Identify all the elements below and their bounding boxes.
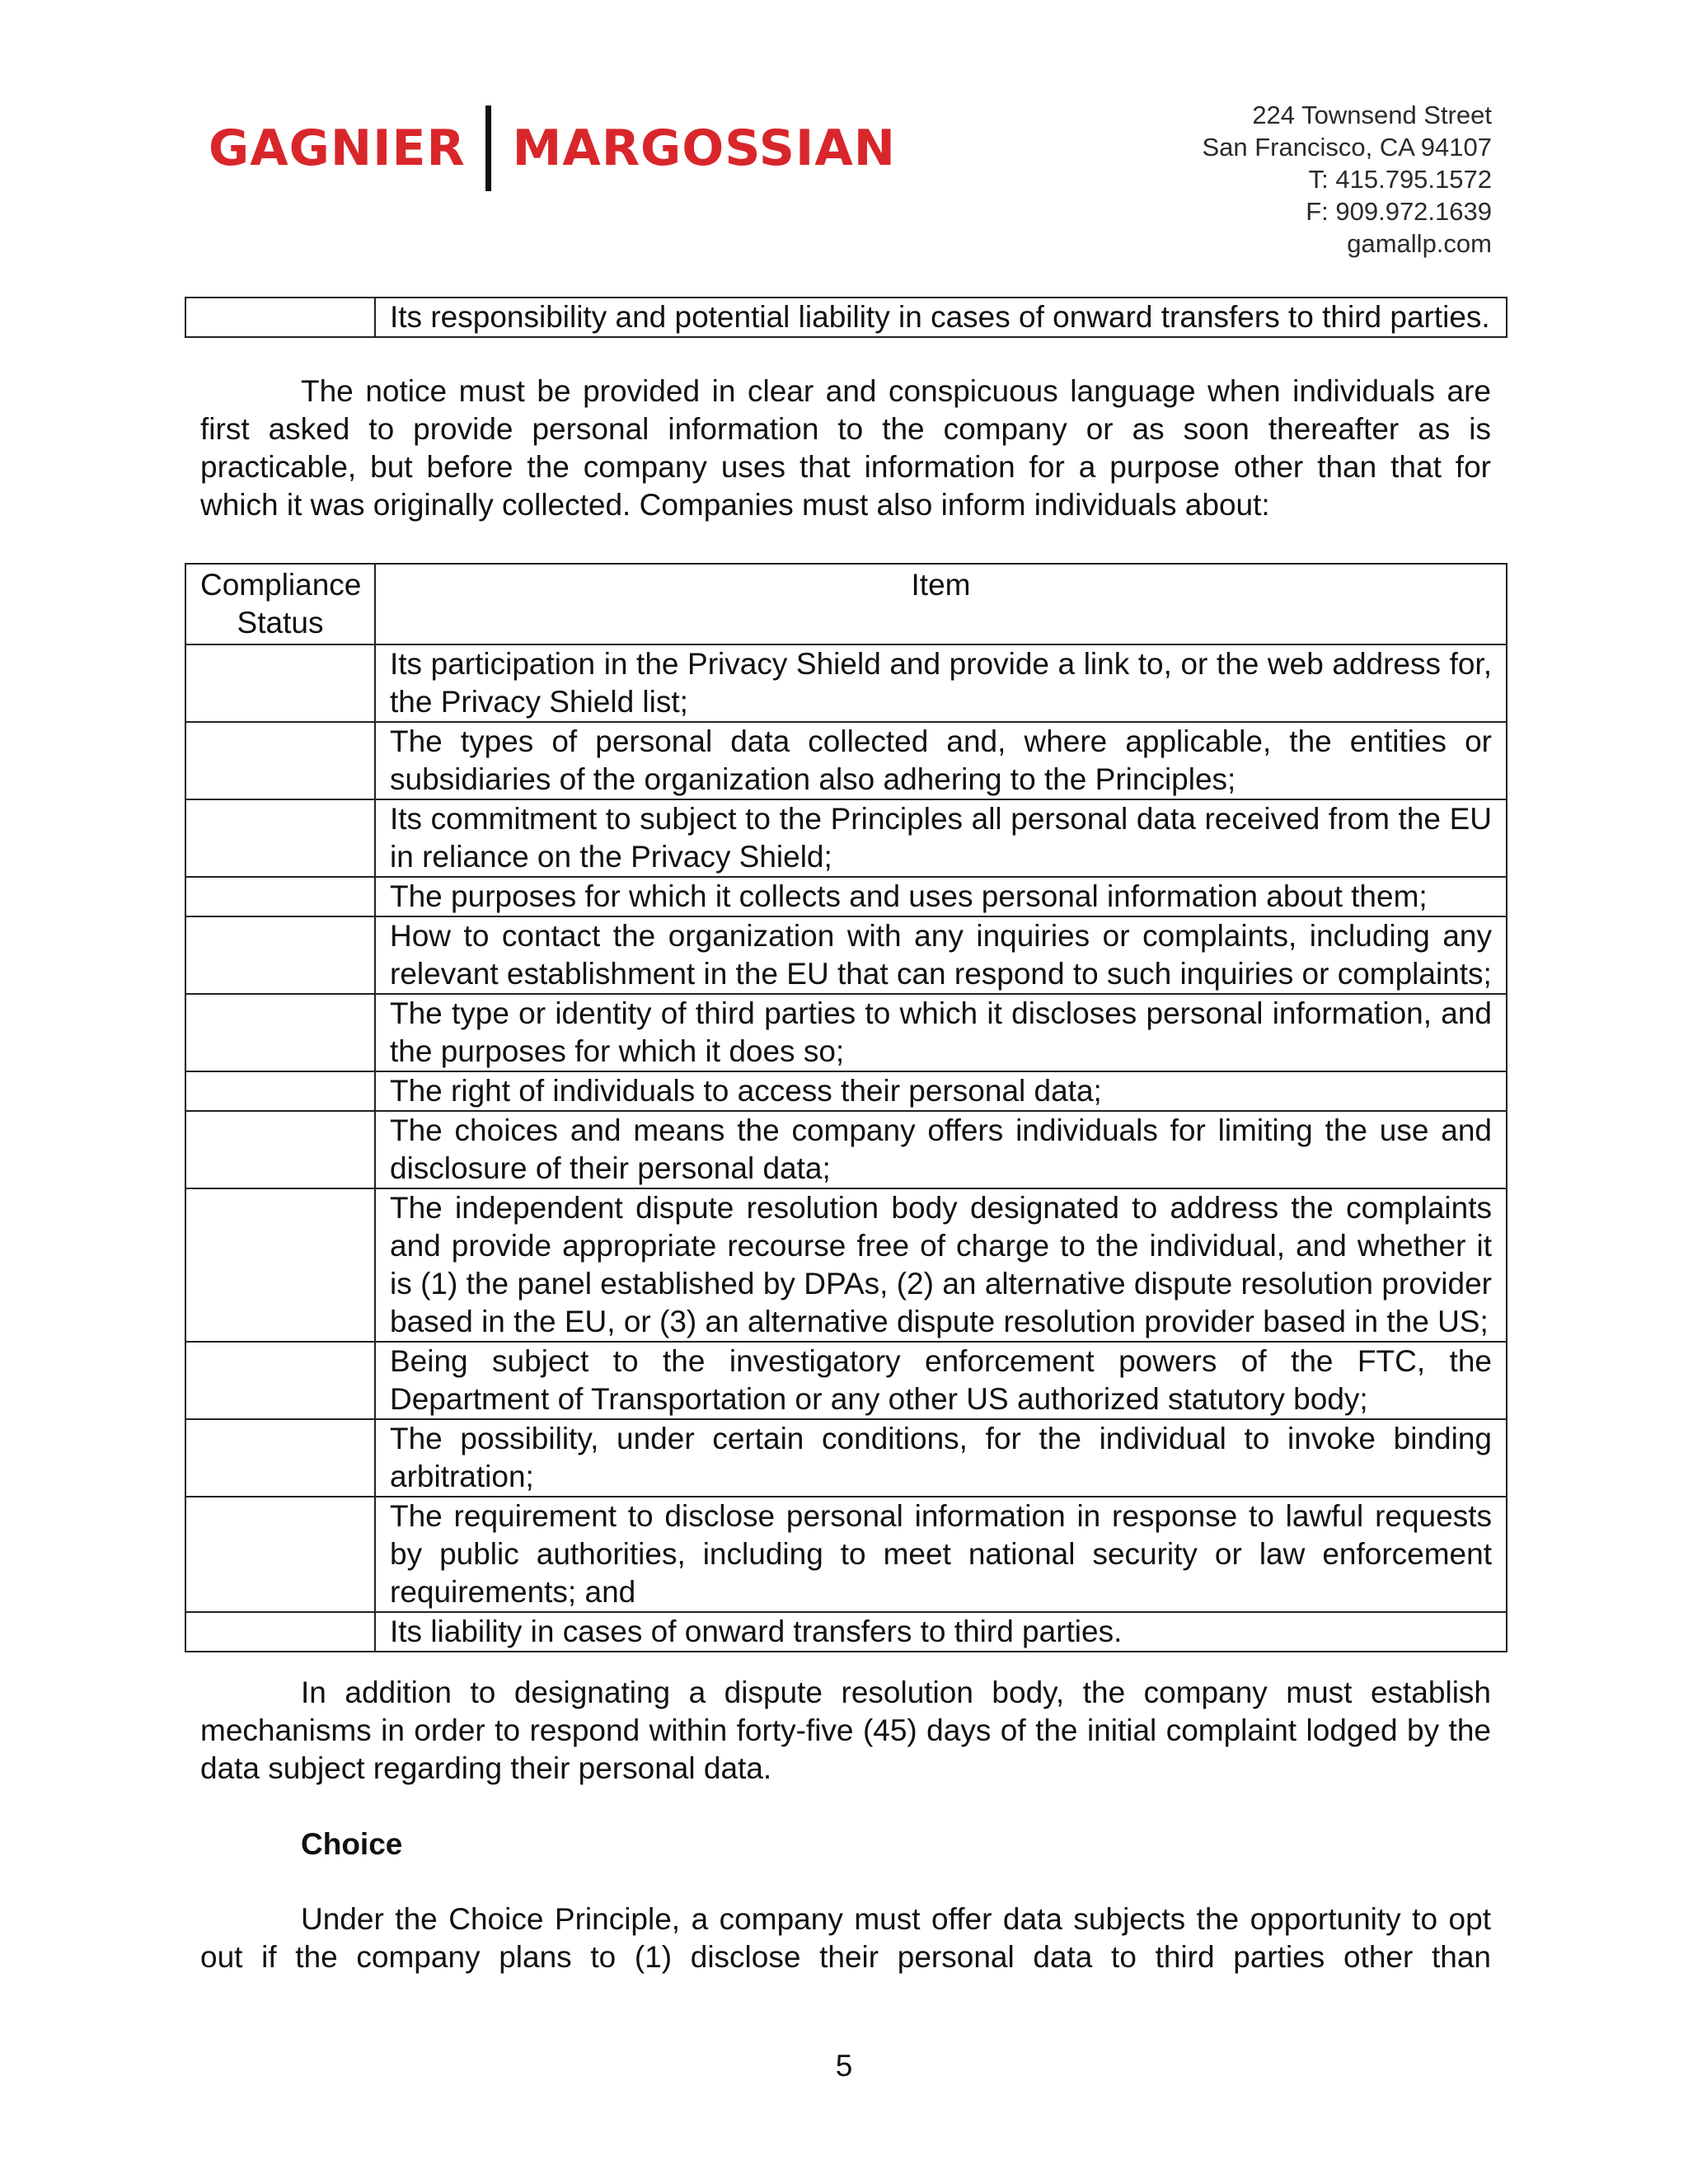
item-cell: The possibility, under certain conditions, for the individual to invoke binding arbitration; xyxy=(375,1419,1507,1497)
status-cell xyxy=(185,1612,375,1652)
address-street: 224 Townsend Street xyxy=(1252,101,1492,129)
item-cell: Being subject to the investigatory enforcement powers of the FTC, the Department of Transportation or any other US authorized statutory body; xyxy=(375,1342,1507,1419)
logo-right-text: MARGOSSIAN xyxy=(512,120,896,177)
table-row xyxy=(185,1342,1507,1419)
logo-divider xyxy=(485,105,491,191)
table-row xyxy=(185,298,1507,337)
status-cell xyxy=(185,1188,375,1342)
compliance-table xyxy=(185,563,1507,1652)
header-item: Item xyxy=(375,564,1507,644)
address-city: San Francisco, CA 94107 xyxy=(1202,133,1492,162)
table-row xyxy=(185,722,1507,799)
status-cell xyxy=(185,994,375,1071)
item-cell: The independent dispute resolution body designated to address the complaints and provide appropriate recourse free of charge to the individual, and whether it is (1) the panel established by DPAs, (2) an alternative dispute resolution provider based in the EU, or (3) an alternative dispute resolution provider based in the US; xyxy=(375,1188,1507,1342)
header-compliance-status: Compliance Status xyxy=(185,564,375,644)
table-row xyxy=(185,1071,1507,1111)
status-cell xyxy=(185,1111,375,1188)
table-row xyxy=(185,916,1507,994)
item-cell: The type or identity of third parties to which it discloses personal information, and the purposes for which it does so; xyxy=(375,994,1507,1071)
table-row xyxy=(185,1612,1507,1652)
page-number: 5 xyxy=(835,2049,853,2083)
item-cell: The types of personal data collected and, where applicable, the entities or subsidiaries of the organization also adhering to the Principles; xyxy=(375,722,1507,799)
status-cell xyxy=(185,722,375,799)
status-cell xyxy=(185,1497,375,1612)
table-row xyxy=(185,1497,1507,1612)
address-website: gamallp.com xyxy=(1347,229,1492,258)
firm-address xyxy=(1202,99,1492,260)
choice-paragraph: Under the Choice Principle, a company must offer data subjects the opportunity to opt out if the company plans to (1) disclose their personal data to third parties other than xyxy=(200,1902,1491,1974)
table-row xyxy=(185,1419,1507,1497)
table-row xyxy=(185,1188,1507,1342)
status-cell xyxy=(185,1071,375,1111)
table-header-row xyxy=(185,564,1507,644)
dispute-paragraph: In addition to designating a dispute resolution body, the company must establish mechanisms in order to respond within forty-five (45) days of the initial complaint lodged by the data subject regarding their personal data. xyxy=(200,1675,1491,1785)
address-fax: F: 909.972.1639 xyxy=(1306,197,1492,226)
item-cell: How to contact the organization with any inquiries or complaints, including any relevant establishment in the EU that can respond to such inquiries or complaints; xyxy=(375,916,1507,994)
status-cell xyxy=(185,1419,375,1497)
logo-left-text: GAGNIER xyxy=(209,120,466,177)
item-cell: Its liability in cases of onward transfers to third parties. xyxy=(375,1612,1507,1652)
item-cell: Its participation in the Privacy Shield and provide a link to, or the web address for, the Privacy Shield list; xyxy=(375,644,1507,722)
choice-heading: Choice xyxy=(301,1827,403,1861)
item-cell: The choices and means the company offers individuals for limiting the use and disclosure of their personal data; xyxy=(375,1111,1507,1188)
table-row xyxy=(185,644,1507,722)
item-cell: Its responsibility and potential liability in cases of onward transfers to third parties. xyxy=(375,298,1507,337)
status-cell xyxy=(185,916,375,994)
item-cell: The right of individuals to access their personal data; xyxy=(375,1071,1507,1111)
status-cell xyxy=(185,1342,375,1419)
item-cell: The purposes for which it collects and uses personal information about them; xyxy=(375,877,1507,916)
address-phone: T: 415.795.1572 xyxy=(1308,165,1492,194)
item-cell: The requirement to disclose personal information in response to lawful requests by public authorities, including to meet national security or law enforcement requirements; and xyxy=(375,1497,1507,1612)
table-row xyxy=(185,994,1507,1071)
table-row xyxy=(185,877,1507,916)
item-cell: Its commitment to subject to the Principles all personal data received from the EU in reliance on the Privacy Shield; xyxy=(375,799,1507,877)
continued-table xyxy=(185,297,1507,338)
status-cell xyxy=(185,877,375,916)
status-cell xyxy=(185,644,375,722)
table-row xyxy=(185,799,1507,877)
notice-paragraph: The notice must be provided in clear and conspicuous language when individuals are first asked to provide personal information to the company or as soon thereafter as is practicable, but before the company uses that information for a purpose other than that for which it was originally collected. Companies must also inform individuals about: xyxy=(200,374,1491,522)
status-cell xyxy=(185,799,375,877)
firm-logo xyxy=(209,105,896,191)
table-row xyxy=(185,1111,1507,1188)
status-cell xyxy=(185,298,375,337)
